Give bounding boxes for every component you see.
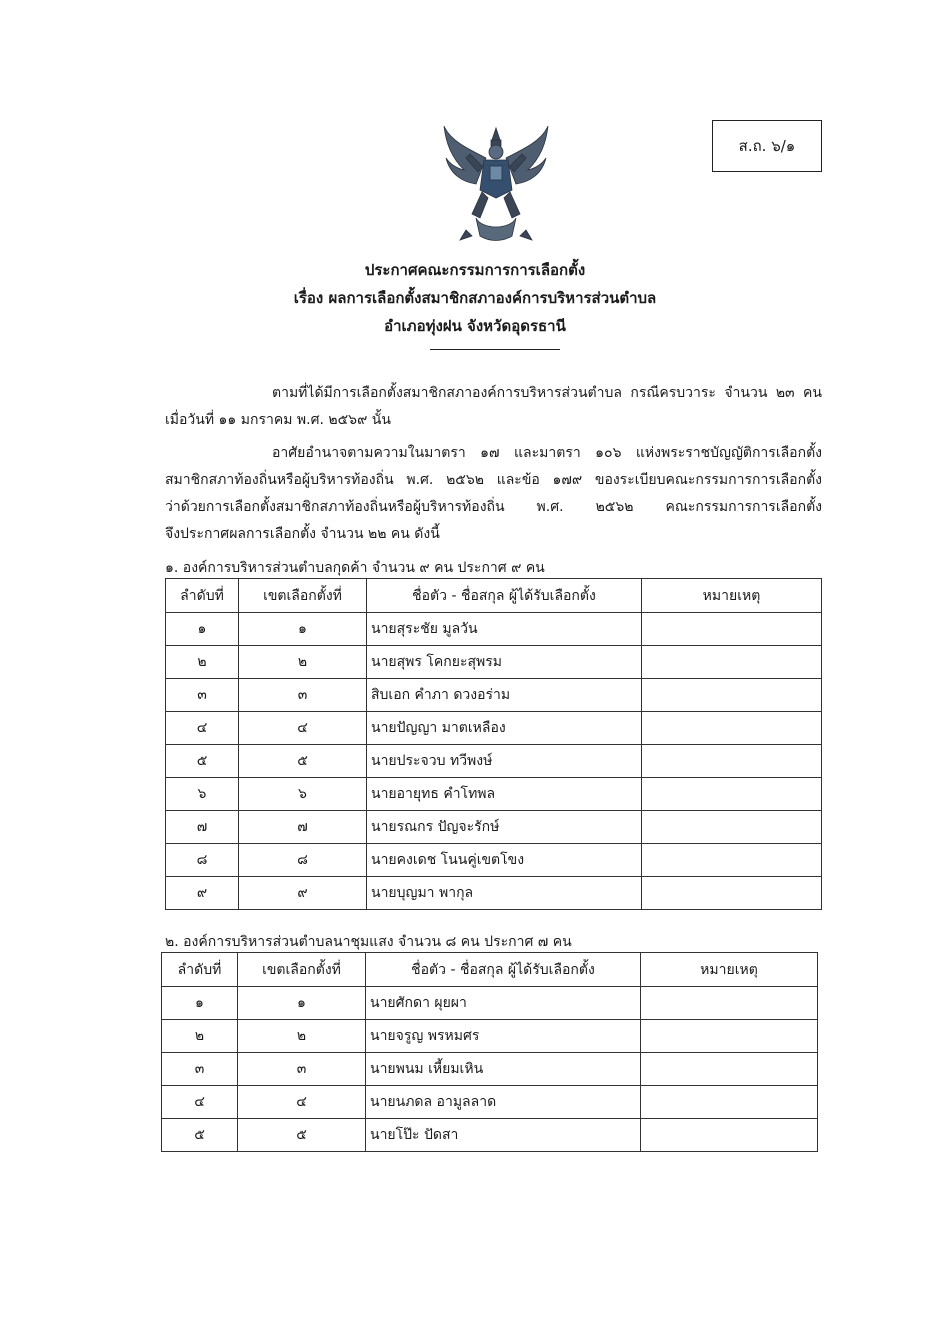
paragraph-1-line-2: เมื่อวันที่ ๑๑ มกราคม พ.ศ. ๒๕๖๙ นั้น bbox=[165, 412, 391, 428]
cell-name: นายจรูญ พรหมศร bbox=[366, 1020, 641, 1053]
cell-name: นายศักดา ผุยผา bbox=[366, 987, 641, 1020]
form-code: ส.ถ. ๖/๑ bbox=[738, 137, 796, 155]
cell-remark bbox=[642, 877, 822, 910]
results-table-1 bbox=[165, 578, 822, 910]
cell-district: ๗ bbox=[239, 811, 367, 844]
cell-district: ๓ bbox=[238, 1053, 366, 1086]
header-name: ชื่อตัว - ชื่อสกุล ผู้ได้รับเลือกตั้ง bbox=[366, 953, 641, 987]
cell-name: นายปัญญา มาตเหลือง bbox=[367, 712, 642, 745]
cell-remark bbox=[641, 1053, 818, 1086]
cell-order: ๑ bbox=[162, 987, 238, 1020]
table-row bbox=[166, 844, 822, 877]
cell-district: ๓ bbox=[239, 679, 367, 712]
header-remark: หมายเหตุ bbox=[641, 953, 818, 987]
cell-order: ๔ bbox=[166, 712, 239, 745]
cell-district: ๑ bbox=[239, 613, 367, 646]
table-row bbox=[166, 877, 822, 910]
cell-name: นายพนม เหี้ยมเหิน bbox=[366, 1053, 641, 1086]
cell-remark bbox=[642, 778, 822, 811]
cell-district: ๒ bbox=[238, 1020, 366, 1053]
cell-order: ๖ bbox=[166, 778, 239, 811]
cell-district: ๔ bbox=[238, 1086, 366, 1119]
table-row bbox=[162, 1020, 818, 1053]
cell-district: ๒ bbox=[239, 646, 367, 679]
paragraph-1-line-1: ตามที่ได้มีการเลือกตั้งสมาชิกสภาองค์การบริหารส่วนตำบล กรณีครบวาระ จำนวน ๒๓ คน bbox=[272, 385, 822, 401]
cell-name: นายสุระชัย มูลวัน bbox=[367, 613, 642, 646]
cell-order: ๑ bbox=[166, 613, 239, 646]
form-code-box bbox=[712, 120, 822, 172]
table-header-row bbox=[162, 953, 818, 987]
cell-order: ๙ bbox=[166, 877, 239, 910]
cell-order: ๒ bbox=[166, 646, 239, 679]
title-line-2: เรื่อง ผลการเลือกตั้งสมาชิกสภาองค์การบริหารส่วนตำบล bbox=[293, 289, 657, 307]
cell-name: นายนภดล อามูลลาด bbox=[366, 1086, 641, 1119]
title-line-1: ประกาศคณะกรรมการการเลือกตั้ง bbox=[364, 261, 586, 279]
table-row bbox=[162, 1053, 818, 1086]
table-row bbox=[166, 745, 822, 778]
table-row bbox=[166, 613, 822, 646]
header-order: ลำดับที่ bbox=[162, 953, 238, 987]
cell-remark bbox=[642, 745, 822, 778]
cell-name: นายบุญมา พากุล bbox=[367, 877, 642, 910]
cell-name: นายประจวบ ทวีพงษ์ bbox=[367, 745, 642, 778]
cell-district: ๔ bbox=[239, 712, 367, 745]
table-row bbox=[166, 811, 822, 844]
cell-order: ๕ bbox=[162, 1119, 238, 1152]
table-row bbox=[166, 679, 822, 712]
header-remark: หมายเหตุ bbox=[642, 579, 822, 613]
cell-district: ๙ bbox=[239, 877, 367, 910]
table-header-row bbox=[166, 579, 822, 613]
paragraph-2-line-4: จึงประกาศผลการเลือกตั้ง จำนวน ๒๒ คน ดังนี้ bbox=[165, 526, 440, 542]
cell-district: ๘ bbox=[239, 844, 367, 877]
cell-order: ๘ bbox=[166, 844, 239, 877]
table-row bbox=[166, 778, 822, 811]
cell-district: ๕ bbox=[238, 1119, 366, 1152]
cell-name: นายรณกร ปัญจะรักษ์ bbox=[367, 811, 642, 844]
results-table-2 bbox=[161, 952, 818, 1152]
cell-district: ๕ bbox=[239, 745, 367, 778]
cell-order: ๒ bbox=[162, 1020, 238, 1053]
title-underline bbox=[430, 349, 560, 350]
cell-order: ๓ bbox=[162, 1053, 238, 1086]
cell-district: ๑ bbox=[238, 987, 366, 1020]
header-name: ชื่อตัว - ชื่อสกุล ผู้ได้รับเลือกตั้ง bbox=[367, 579, 642, 613]
cell-name: นายโป๊ะ ปัดสา bbox=[366, 1119, 641, 1152]
cell-remark bbox=[641, 1020, 818, 1053]
cell-order: ๕ bbox=[166, 745, 239, 778]
table-row bbox=[166, 712, 822, 745]
cell-name: นายคงเดช โนนคู่เขตโขง bbox=[367, 844, 642, 877]
cell-remark bbox=[642, 646, 822, 679]
paragraph-2-line-1: อาศัยอำนาจตามความในมาตรา ๑๗ และมาตรา ๑๐๖ แห่งพระราชบัญญัติการเลือกตั้ง bbox=[272, 445, 822, 461]
title-line-3: อำเภอทุ่งฝน จังหวัดอุดรธานี bbox=[384, 317, 566, 335]
cell-remark bbox=[642, 811, 822, 844]
table-row bbox=[162, 987, 818, 1020]
cell-name: สิบเอก คำภา ดวงอร่าม bbox=[367, 679, 642, 712]
table-row bbox=[162, 1119, 818, 1152]
cell-order: ๓ bbox=[166, 679, 239, 712]
table-row bbox=[166, 646, 822, 679]
paragraph-2-line-3: ว่าด้วยการเลือกตั้งสมาชิกสภาท้องถิ่นหรือผู้บริหารท้องถิ่น พ.ศ. ๒๕๖๒ คณะกรรมการการเลือกตั้ง bbox=[165, 499, 822, 515]
header-district: เขตเลือกตั้งที่ bbox=[239, 579, 367, 613]
cell-remark bbox=[641, 987, 818, 1020]
cell-remark bbox=[642, 712, 822, 745]
cell-order: ๔ bbox=[162, 1086, 238, 1119]
cell-district: ๖ bbox=[239, 778, 367, 811]
cell-remark bbox=[642, 613, 822, 646]
header-district: เขตเลือกตั้งที่ bbox=[238, 953, 366, 987]
paragraph-2-line-2: สมาชิกสภาท้องถิ่นหรือผู้บริหารท้องถิ่น พ.ศ. ๒๕๖๒ และข้อ ๑๗๙ ของระเบียบคณะกรรมการการเลือกตั้ง bbox=[165, 472, 822, 488]
cell-remark bbox=[641, 1119, 818, 1152]
header-order: ลำดับที่ bbox=[166, 579, 239, 613]
cell-remark bbox=[641, 1086, 818, 1119]
cell-name: นายสุพร โคกยะสุพรม bbox=[367, 646, 642, 679]
section-1-heading: ๑. องค์การบริหารส่วนตำบลกุดค้า จำนวน ๙ คน ประกาศ ๙ คน bbox=[165, 560, 545, 576]
section-2-heading: ๒. องค์การบริหารส่วนตำบลนาชุมแสง จำนวน ๘ คน ประกาศ ๗ คน bbox=[165, 934, 572, 950]
cell-order: ๗ bbox=[166, 811, 239, 844]
table-row bbox=[162, 1086, 818, 1119]
garuda-emblem-icon bbox=[436, 118, 556, 248]
cell-remark bbox=[642, 844, 822, 877]
cell-name: นายอายุทธ คำโทพล bbox=[367, 778, 642, 811]
cell-remark bbox=[642, 679, 822, 712]
